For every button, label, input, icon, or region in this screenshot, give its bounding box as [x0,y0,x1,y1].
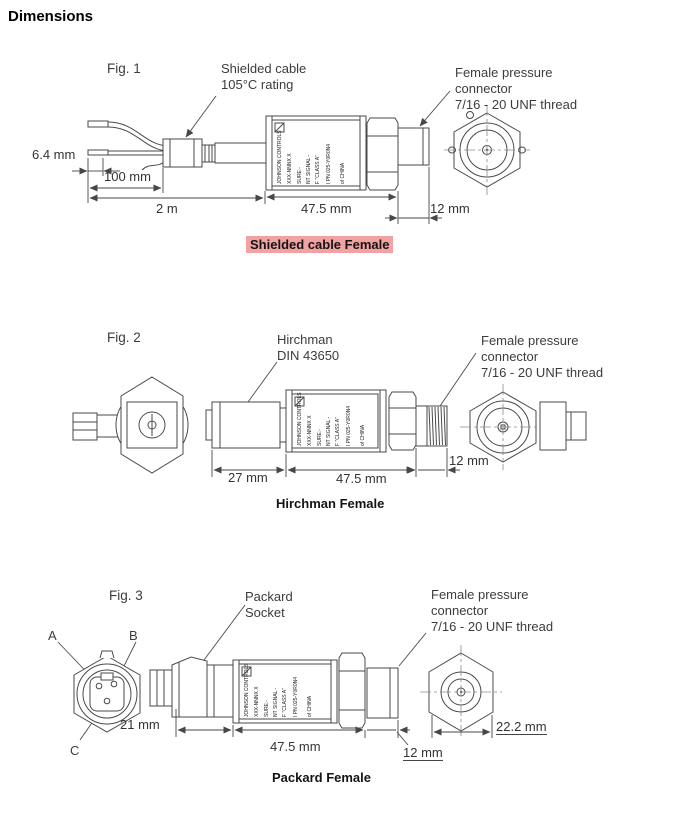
device-label-line: I PN 025-Y0R0N4 [293,676,299,717]
pressure-connector [367,668,398,718]
packard-socket [172,657,207,717]
hex-nut [339,653,365,728]
annotation-line: connector [431,603,489,618]
dim-label: 47.5 mm [336,471,387,486]
device-label-line: of CHINA [360,424,366,446]
fig3-plug-annotation [245,589,293,621]
device-label-line: NT SIGNAL - [306,154,312,184]
pressure-connector [398,128,429,165]
annotation-line: Hirchman [277,332,333,347]
dim-label: 100 mm [104,169,151,184]
device-label-line: SURE:- [264,700,270,717]
device-label-line: I PN 025-Y0R0N4 [326,143,332,184]
fig1-caption-text: Shielded cable Female [246,236,393,253]
pin-b-label: B [129,628,138,643]
device-label-line: F "CLASS A" [315,155,321,184]
annotation-line: Packard [245,589,293,604]
annotation-line: 7/16 - 20 UNF thread [431,619,554,634]
device-label-line: F "CLASS A" [335,417,341,446]
device-label-line: XXX-NNNX X [254,686,260,717]
pin-c-label: C [70,743,80,758]
fig1-caption [246,237,393,252]
device-label-line: XXX-NNNX X [287,153,293,184]
dim-label: 47.5 mm [301,201,352,216]
device-label-line: XXX-NNNX X [307,415,313,446]
annotation-line: 7/16 - 20 UNF thread [455,97,578,112]
device-label-line: of CHINA [340,162,346,184]
annotation-line: connector [455,81,513,96]
dim-label: 12 mm [449,453,489,468]
device-label-line: of CHINA [307,695,313,717]
annotation-line: 105°C rating [221,77,294,92]
annotation-line: Female pressure [481,333,579,348]
fig1-transducer-body [266,116,429,190]
din-plug [212,402,280,448]
annotation-line: Socket [245,605,285,620]
device-label-line: SURE:- [297,167,303,184]
dim-label: 47.5 mm [270,739,321,754]
page-title: Dimensions [8,8,94,25]
fig2-label: Fig. 2 [107,330,141,345]
fig2-plug-annotation [277,332,339,364]
fig3-transducer-body [150,653,398,728]
fig1-front-view [444,105,530,195]
annotation-line: DIN 43650 [277,348,340,363]
device-label-line: JOHNSON CONTROLS [277,130,283,184]
fig2-connector-annotation [481,333,603,381]
dim-label: 27 mm [228,470,268,485]
fig1-connector-annotation [455,65,577,113]
dim-label: 21 mm [120,717,160,732]
annotation-line: 7/16 - 20 UNF thread [481,365,604,380]
annotation-line: Female pressure [431,587,529,602]
dim-label: 12 mm [403,745,443,760]
annotation-line: Female pressure [455,65,553,80]
fig1-cable-group [88,121,266,170]
fig2-end-view [73,377,188,473]
fig2-transducer-body [206,390,447,452]
device-label-line: F "CLASS A" [282,688,288,717]
annotation-line: Shielded cable [221,61,307,76]
fig2-caption: Hirchman Female [276,496,385,511]
device-label-line: I PN 025-Y0R0N4 [346,405,352,446]
device-label-line: NT SIGNAL - [273,687,279,717]
device-label-line: NT SIGNAL - [326,416,332,446]
device-label-line: JOHNSON CONTROLS [297,392,303,446]
fig3-caption: Packard Female [272,770,372,785]
fig1-label: Fig. 1 [107,61,141,76]
hex-nut [367,118,398,190]
fig1-cable-annotation [221,61,306,93]
fig3-connector-annotation [431,587,553,635]
pin-a-label: A [48,628,57,643]
dim-label: 2 m [156,201,178,216]
device-label-line: SURE:- [317,429,323,446]
dim-label: 22.2 mm [496,719,547,734]
fig3-label: Fig. 3 [109,588,143,603]
annotation-line: connector [481,349,539,364]
device-label-line: JOHNSON CONTROLS [244,663,250,717]
dim-label: 6.4 mm [32,147,76,162]
dim-label: 12 mm [430,201,470,216]
hex-nut [389,392,416,450]
